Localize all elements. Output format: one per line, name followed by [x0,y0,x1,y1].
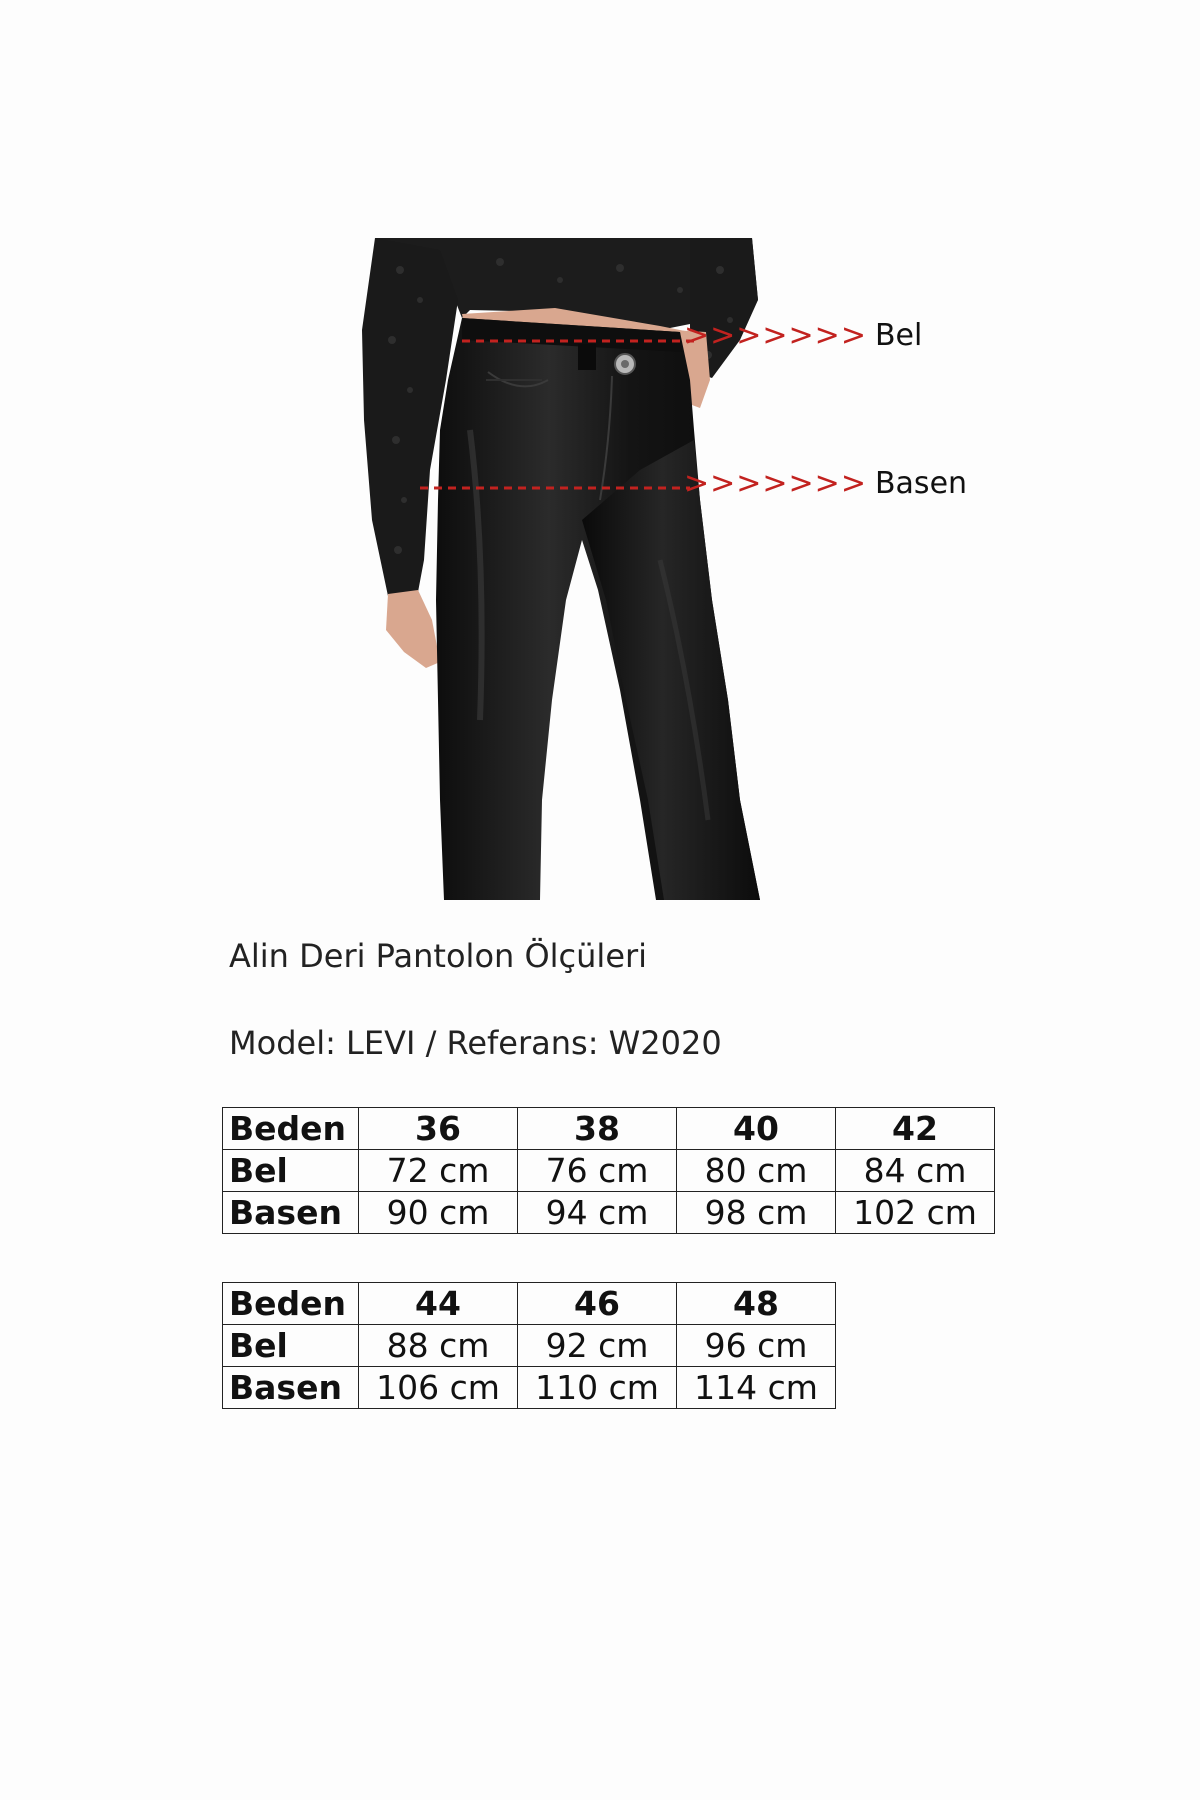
table-cell: 102 cm [836,1192,995,1234]
size-header: 38 [518,1108,677,1150]
waist-arrows: >>>>>>> [684,318,867,353]
header-label: Beden [223,1108,359,1150]
table-cell: 114 cm [677,1367,836,1409]
table-row [223,1325,836,1367]
size-header: 44 [359,1283,518,1325]
size-header: 36 [359,1108,518,1150]
table-cell: 94 cm [518,1192,677,1234]
size-table-2 [222,1282,836,1409]
table-cell: 98 cm [677,1192,836,1234]
row-label: Basen [223,1192,359,1234]
table-row [223,1367,836,1409]
table-cell: 110 cm [518,1367,677,1409]
row-label: Bel [223,1325,359,1367]
table-cell: 90 cm [359,1192,518,1234]
waist-label: Bel [874,318,923,353]
table-header-row [223,1283,836,1325]
table-header-row [223,1108,995,1150]
row-label: Basen [223,1367,359,1409]
table-cell: 72 cm [359,1150,518,1192]
leather-trousers [436,318,760,900]
hip-label: Basen [874,466,968,501]
size-header: 42 [836,1108,995,1150]
table-cell: 88 cm [359,1325,518,1367]
table-cell: 76 cm [518,1150,677,1192]
row-label: Bel [223,1150,359,1192]
hip-callout [684,466,967,501]
table-cell: 80 cm [677,1150,836,1192]
table-cell: 106 cm [359,1367,518,1409]
size-table-1 [222,1107,995,1234]
hip-arrows: >>>>>>> [684,466,867,501]
size-header: 46 [518,1283,677,1325]
size-header: 48 [677,1283,836,1325]
table-cell: 92 cm [518,1325,677,1367]
left-hand [386,590,440,668]
model-reference: Model: LEVI / Referans: W2020 [229,1024,722,1062]
table-row [223,1150,995,1192]
waist-callout [684,318,922,353]
table-cell: 96 cm [677,1325,836,1367]
size-header: 40 [677,1108,836,1150]
table-row [223,1192,995,1234]
header-label: Beden [223,1283,359,1325]
table-cell: 84 cm [836,1150,995,1192]
size-chart-title: Alin Deri Pantolon Ölçüleri [229,937,648,975]
